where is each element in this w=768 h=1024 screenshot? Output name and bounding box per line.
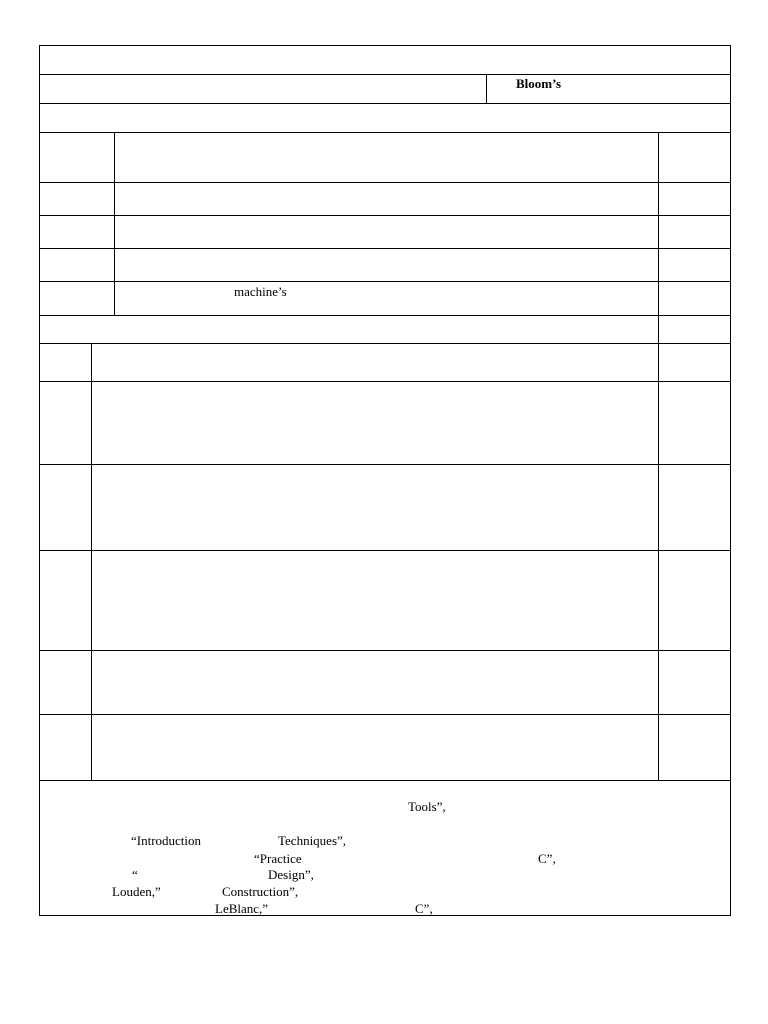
- reference-line: LeBlanc,”: [215, 901, 269, 916]
- reference-line: C”,: [538, 851, 556, 866]
- row-divider: [40, 103, 730, 104]
- row-divider: [40, 464, 730, 465]
- row-divider: [40, 550, 730, 551]
- row-divider: [40, 343, 730, 344]
- row-divider: [40, 215, 730, 216]
- column-divider: [114, 132, 115, 315]
- row-divider: [40, 381, 730, 382]
- row-divider: [40, 650, 730, 651]
- row-divider: [40, 182, 730, 183]
- reference-line: Design”,: [268, 867, 314, 882]
- row-divider: [40, 780, 730, 781]
- row-divider: [40, 714, 730, 715]
- taxonomy-heading: Bloom’s: [516, 76, 562, 91]
- row-divider: [40, 248, 730, 249]
- reference-line: Techniques”,: [278, 833, 347, 848]
- reference-line: C”,: [415, 901, 433, 916]
- column-divider: [486, 74, 487, 103]
- row-divider: [40, 74, 730, 75]
- row-divider: [40, 281, 730, 282]
- reference-line: “Practice: [254, 851, 302, 866]
- column-divider: [658, 132, 659, 780]
- row-divider: [40, 315, 730, 316]
- reference-line: Tools”,: [408, 799, 446, 814]
- reference-line: “: [132, 867, 138, 882]
- row-divider: [40, 132, 730, 133]
- syllabus-table: [39, 45, 731, 916]
- unit-row-text: machine’s: [234, 284, 287, 299]
- reference-line: “Introduction: [131, 833, 202, 848]
- column-divider: [91, 343, 92, 780]
- reference-line: Louden,”: [112, 884, 161, 899]
- reference-line: Construction”,: [222, 884, 299, 899]
